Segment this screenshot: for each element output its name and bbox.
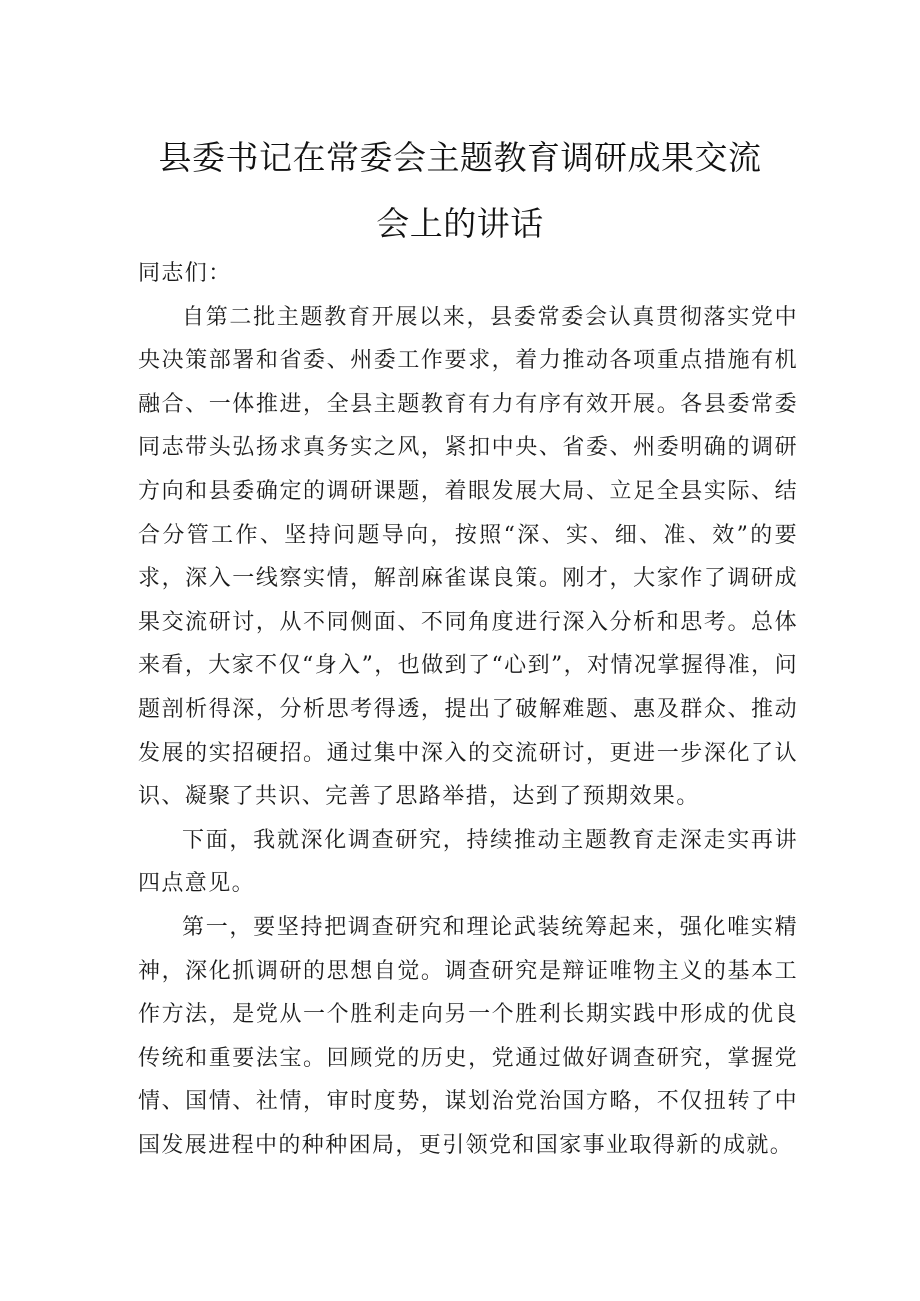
paragraph-intro: 自第二批主题教育开展以来，县委常委会认真贯彻落实党中央决策部署和省委、州委工作要求，着力推动各项重点措施有机融合、一体推进，全县主题教育有力有序有效开展。各县委常委同志带头弘扬求真务实之风，紧扣中央、省委、州委明确的调研方向和县委确定的调研课题，着眼发展大局、立足全县实际、结合分管工作、坚持问题导向，按照“深、实、细、准、效”的要求，深入一线察实情，解剖麻雀谋良策。刚才，大家作了调研成果交流研讨，从不同侧面、不同角度进行深入分析和思考。总体来看，大家不仅“身入”，也做到了“心到”，对情况掌握得准，问题剖析得深，分析思考得透，提出了破解难题、惠及群众、推动发展的实招硬招。通过集中深入的交流研讨，更进一步深化了认识、凝聚了共识、完善了思路举措，达到了预期效果。 — [138, 304, 798, 810]
document-title-line-2: 会上的讲话 — [376, 204, 544, 243]
salutation: 同志们： — [138, 261, 232, 286]
document-body — [138, 252, 798, 1167]
document-title-line-1: 县委书记在常委会主题教育调研成果交流 — [158, 138, 762, 177]
paragraph-point-one: 第一，要坚持把调查研究和理论武装统筹起来，强化唯实精神，深化抓调研的思想自觉。调查研究是辩证唯物主义的基本工作方法，是党从一个胜利走向另一个胜利长期实践中形成的优良传统和重要法宝。回顾党的历史，党通过做好调查研究，掌握党情、国情、社情，审时度势，谋划治党治国方略，不仅扭转了中国发展进程中的种种困局，更引领党和国家事业取得新的成就。 — [138, 914, 798, 1158]
paragraph-transition: 下面，我就深化调查研究，持续推动主题教育走深走实再讲四点意见。 — [138, 827, 798, 897]
